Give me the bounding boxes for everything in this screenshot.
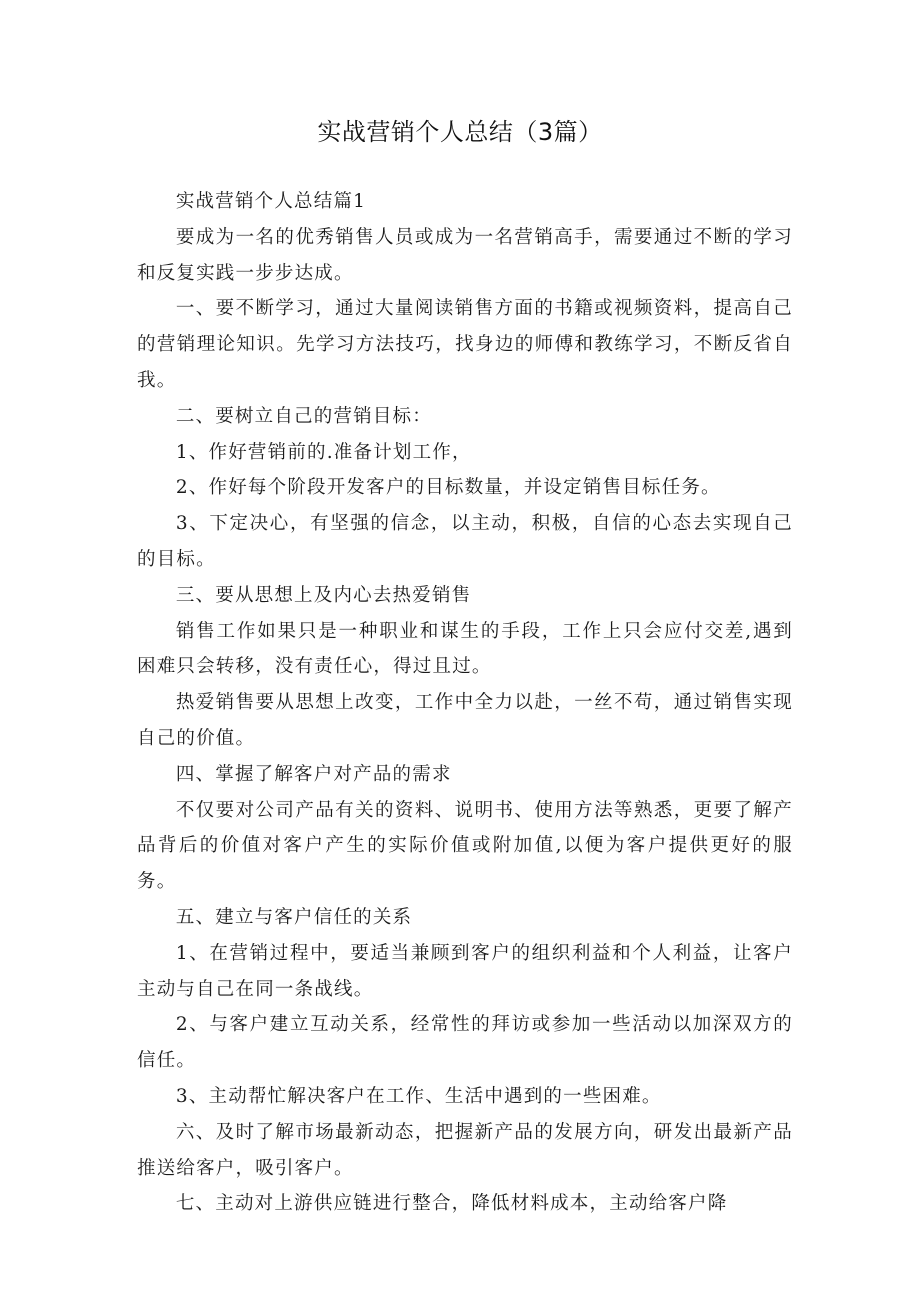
list-item: 3、主动帮忙解决客户在工作、生活中遇到的一些困难。 (175, 1085, 662, 1107)
paragraph: 六、及时了解市场最新动态，把握新产品的发展方向，研发出最新产品推送给客户，吸引客户。 (137, 1121, 793, 1179)
list-item: 2、与客户建立互动关系，经常性的拜访或参加一些活动以加深双方的信任。 (137, 1014, 793, 1072)
paragraph: 一、要不断学习，通过大量阅读销售方面的书籍或视频资料，提高自己的营销理论知识。先学习方法技巧，找身边的师傅和教练学习，不断反省自我。 (137, 298, 793, 391)
paragraph: 五、建立与客户信任的关系 (175, 906, 413, 928)
list-item: 2、作好每个阶段开发客户的目标数量，并设定销售目标任务。 (175, 477, 721, 499)
paragraph: 要成为一名的优秀销售人员或成为一名营销高手，需要通过不断的学习和反复实践一步步达成。 (137, 226, 793, 284)
document-title: 实战营销个人总结（3篇） (317, 118, 603, 146)
document-body (137, 184, 793, 1222)
paragraph: 销售工作如果只是一种职业和谋生的手段，工作上只会应付交差,遇到困难只会转移，没有责任心，得过且过。 (137, 620, 793, 678)
section-heading: 实战营销个人总结篇1 (175, 191, 367, 212)
paragraph: 不仅要对公司产品有关的资料、说明书、使用方法等熟悉，更要了解产品背后的价值对客户产生的实际价值或附加值,以便为客户提供更好的服务。 (137, 799, 793, 893)
list-item: 3、下定决心，有坚强的信念，以主动，积极，自信的心态去实现自己的目标。 (137, 513, 793, 570)
paragraph: 二、要树立自己的营销目标： (175, 405, 432, 427)
paragraph: 热爱销售要从思想上改变，工作中全力以赴，一丝不苟，通过销售实现自己的价值。 (137, 692, 793, 749)
list-item: 1、在营销过程中，要适当兼顾到客户的组织利益和个人利益，让客户主动与自己在同一条战线。 (137, 942, 793, 1000)
paragraph: 三、要从思想上及内心去热爱销售 (175, 584, 472, 606)
paragraph: 四、掌握了解客户对产品的需求 (175, 763, 452, 785)
paragraph: 七、主动对上游供应链进行整合，降低材料成本，主动给客户降 (175, 1193, 728, 1215)
list-item: 1、作好营销前的.准备计划工作， (175, 441, 472, 463)
